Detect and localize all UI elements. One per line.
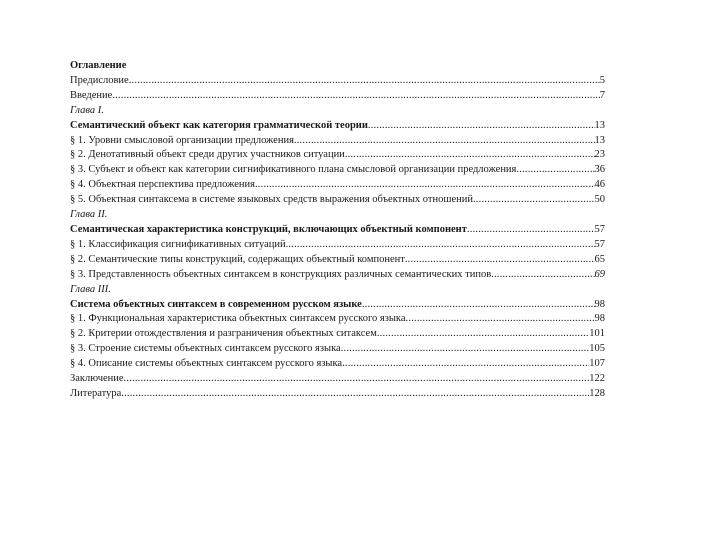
toc-entry-text: Семантический объект как категория грамматической теории — [70, 119, 368, 131]
toc-entry-page: 7 — [599, 89, 605, 101]
dot-leader — [406, 312, 595, 327]
toc-entry — [70, 342, 605, 357]
toc-entry-conclusion — [70, 372, 605, 387]
toc-entry-text: § 1. Классификация сигнификативных ситуаций — [70, 238, 286, 250]
toc-entry-page: 107 — [589, 358, 605, 370]
toc-entry — [70, 312, 605, 327]
dot-leader — [491, 268, 594, 283]
toc-entry-page: 5 — [599, 74, 605, 86]
toc-entry-bibliography — [70, 387, 605, 402]
toc-entry-text: § 5. Объектная синтаксема в системе языковых средств выражения объектных отношений — [70, 194, 473, 206]
chapter-label-2: Глава II. — [70, 209, 108, 221]
toc-entry-text: § 2. Критерии отождествления и разграничения объектных ситаксем — [70, 328, 377, 340]
dot-leader — [112, 89, 599, 104]
toc-entry — [70, 268, 605, 283]
dot-leader — [345, 148, 595, 163]
toc-entry-page: 122 — [589, 373, 605, 385]
toc-entry — [70, 134, 605, 149]
dot-leader — [255, 178, 595, 193]
toc-entry-introduction — [70, 89, 605, 104]
toc-entry-page: 57 — [594, 238, 605, 250]
toc-entry-page: 69 — [594, 268, 605, 280]
toc-entry — [70, 238, 605, 253]
toc-entry — [70, 253, 605, 268]
toc-entry — [70, 178, 605, 193]
chapter-label-1: Глава I. — [70, 104, 104, 116]
toc-chapter-3-title — [70, 298, 605, 313]
dot-leader — [467, 223, 595, 238]
dot-leader — [341, 342, 590, 357]
toc-entry-text: Предисловие — [70, 74, 129, 86]
chapter-label-3: Глава III. — [70, 283, 111, 295]
toc-entry-page: 105 — [589, 343, 605, 355]
toc-entry-page: 13 — [594, 119, 605, 131]
toc-entry-text: § 2. Денотативный объект среди других участников ситуации — [70, 149, 345, 161]
toc-entry-preface — [70, 74, 605, 89]
dot-leader — [294, 134, 595, 149]
dot-leader — [405, 253, 595, 268]
toc-entry-text: Литература — [70, 387, 122, 399]
dot-leader — [473, 193, 595, 208]
toc-title: Оглавление — [70, 60, 127, 71]
toc-entry-page: 98 — [594, 298, 605, 310]
toc-entry-page: 57 — [594, 223, 605, 235]
toc-entry — [70, 327, 605, 342]
dot-leader — [377, 327, 589, 342]
toc-entry-page: 23 — [594, 149, 605, 161]
dot-leader — [516, 163, 594, 178]
toc-chapter-2-title — [70, 223, 605, 238]
dot-leader — [129, 74, 600, 89]
toc-entry — [70, 148, 605, 163]
toc-entry-text: § 3. Строение системы объектных синтаксем русского языка — [70, 343, 341, 355]
toc-entry-page: 13 — [594, 134, 605, 146]
toc-entry — [70, 357, 605, 372]
toc-entry-text: § 1. Функциональная характеристика объектных синтаксем русского языка — [70, 313, 406, 325]
toc-entry-text: § 4. Объектная перспектива предложения — [70, 179, 255, 191]
toc-entry-page: 98 — [594, 313, 605, 325]
toc-entry-text: Заключение — [70, 373, 124, 385]
toc-entry-text: § 3. Субъект и объект как категории сигнификативного плана смысловой организации предложения — [70, 164, 517, 176]
dot-leader — [342, 357, 589, 372]
toc-entry-page: 36 — [594, 164, 605, 176]
toc-entry — [70, 193, 605, 208]
toc-entry-page: 65 — [594, 253, 605, 265]
dot-leader — [286, 238, 595, 253]
toc-entry-text: Семантическая характеристика конструкций, включающих объектный компонент — [70, 223, 467, 235]
toc-entry-text: § 4. Описание системы объектных синтаксем русского языка — [70, 358, 343, 370]
dot-leader — [121, 387, 589, 402]
toc-entry-text: § 2. Семантические типы конструкций, содержащих объектный компонент — [70, 253, 405, 265]
toc-chapter-1-title — [70, 119, 605, 134]
toc-entry — [70, 163, 605, 178]
toc-entry-text: Система объектных синтаксем в современном русском языке — [70, 298, 362, 310]
toc-entry-page: 46 — [594, 179, 605, 191]
toc-entry-text: § 1. Уровни смысловой организации предложения — [70, 134, 294, 146]
table-of-contents — [70, 59, 605, 402]
toc-entry-page: 128 — [589, 387, 605, 399]
dot-leader — [368, 119, 595, 134]
toc-entry-text: § 3. Представленность объектных синтаксем в конструкциях различных семантических типов — [70, 268, 492, 280]
dot-leader — [124, 372, 590, 387]
toc-entry-text: Введение — [70, 89, 113, 101]
toc-entry-page: 50 — [594, 194, 605, 206]
toc-entry-page: 101 — [589, 328, 605, 340]
dot-leader — [362, 298, 595, 313]
